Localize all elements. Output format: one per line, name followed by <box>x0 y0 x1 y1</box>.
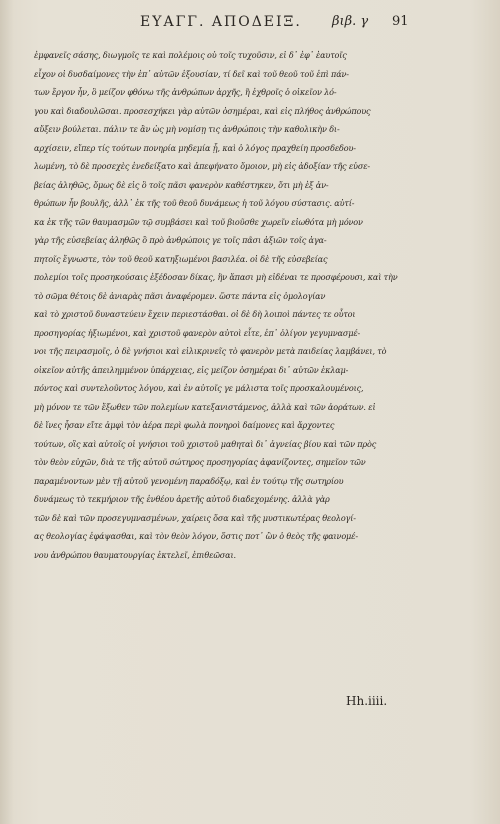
text-line: εἶχον οἱ δυσδαίμονες τὴν ἐπ᾽ αὐτῶν ἐξουσίαν, τί δεῖ καὶ τοῦ θεοῦ τοῦ ἐπὶ πάν- <box>34 68 349 79</box>
running-title: ΕΥΑΓΓ. ΑΠΟΔΕΙΞ. <box>140 14 302 30</box>
text-line: καὶ τὸ χριστοῦ δυναστεύειν ἔχειν περιεστάσθαι. οἱ δὲ δὴ λοιποὶ πάντες τε οὗτοι <box>34 309 356 319</box>
text-line: αὔξειν βούλεται. πάλιν τε ἂν ὡς μὴ νομίσῃ τις ἀνθρώποις τὴν καθολικὴν δι- <box>34 124 340 134</box>
text-line: νου ἀνθρώπου θαυματουργίας ἐκτελεῖ, ἐπιθεῶσαι. <box>34 549 236 560</box>
text-line: παραμένοντων μὲν τῇ αὐτοῦ γενομένη παραδόξῳ, καὶ ἐν τούτῳ τῆς σωτηρίου <box>34 475 344 486</box>
text-line: τὸν θεὸν εὐχῶν, διὰ τε τῆς αὐτοῦ σώτηρος προσηγορίας ἀφανίζοντες, σημεῖον τῶν <box>34 457 366 467</box>
text-line: προσηγορίας ἠξιωμένοι, καὶ χριστοῦ φανερὸν αὐτοὶ εἶτε, ἐπ᾽ ὀλίγον γεγυμνασμέ- <box>34 327 361 338</box>
page-number: 91 <box>392 14 409 29</box>
text-line: νοι τῆς πειρασμοῖς, ὁ δὲ γνήσιοι καὶ εἰλικρινεῖς τὸ φανερὸν μετὰ παιδείας λαμβάνει, τὸ <box>34 346 387 356</box>
text-line: λωμένη, τὸ δὲ προσεχὲς ἐνεδείξατο καὶ ἀπεφήνατο ὅμοιον, μὴ εἰς ἀδοξίαν τῆς εὐσε- <box>34 161 370 171</box>
text-line: πόντος καὶ συντελοῦντος λόγου, καὶ ἐν αὐτοῖς γε μάλιστα τοῖς προσκαλουμένοις, <box>34 383 364 393</box>
text-line: των ἔργον ἦν, ὃ μείζον φθόνω τῆς ἀνθρώπων ἀρχῆς, ἢ ἐχθροῖς ὁ οἰκεῖον λό- <box>34 87 337 97</box>
text-line: δυνάμεως τὸ τεκμήριον τῆς ἐνθέου ἀρετῆς αὐτοῦ διαδεχομένης. ἀλλὰ γὰρ <box>34 494 330 504</box>
text-line: τῶν δὲ καὶ τῶν προσεγυμνασμένων, χαίρεις ὅσα καὶ τῆς μυστικωτέρας θεολογί- <box>34 512 356 523</box>
book-reference: βιβ. γ <box>332 14 369 29</box>
body-text <box>34 46 444 564</box>
text-line: οἰκεῖον αὐτῆς ἀπειλημμένον ὑπάρχειας, εἰς μείζον ὁσημέραι δι᾽ αὐτῶν ἐκλαμ- <box>34 364 349 375</box>
text-line: αρχίσειν, εἴπερ τίς τούτων πονηρία μηδεμία ᾖ, καὶ ὁ λόγος πραχθείη προσδεδου- <box>34 142 356 153</box>
text-line: θρώπων ἦν βουλῆς, ἀλλ᾽ ἐκ τῆς τοῦ θεοῦ δυνάμεως ἡ τοῦ λόγου σύστασις. αὐτί- <box>34 198 355 208</box>
text-line: μὴ μόνον τε τῶν ἔξωθεν τῶν πολεμίων κατεξανιστάμενος, ἀλλὰ καὶ τῶν ἀοράτων. εἰ <box>34 401 376 412</box>
text-line: τὸ σῶμα θέτοις δὲ ἀνιαρὰς πᾶσι ἀναφέρομεν. ὥστε πάντα εἰς ὁμολογίαν <box>34 290 326 301</box>
text-line: γου καὶ διαδουλῶσαι. προσεσχήκει γὰρ αὐτῶν ὁσημέραι, καὶ εἰς πλήθος ἀνθρώπους <box>34 105 371 116</box>
signature-mark: Hh.iiii. <box>346 694 388 708</box>
text-line: πητοῖς ἔγνωστε, τὸν τοῦ θεοῦ κατηξιωμένοι βασιλέα. οἱ δὲ τῆς εὐσεβείας <box>34 253 328 264</box>
text-line: ἐμφανεῖς σάσης, διωγμοῖς τε καὶ πολέμοις οὐ τοῖς τυχοῦσιν, εἰ δ᾽ ἐφ᾽ ἑαυτοῖς <box>34 50 347 60</box>
text-line: ας θεολογίας ἐφάψασθαι, καὶ τὸν θεὸν λόγον, ὅστις ποτ᾽ ὢν ὁ θεὸς τῆς φαινομέ- <box>34 531 358 541</box>
page-header <box>0 14 500 34</box>
text-line: τούτων, οἳς καὶ αὐτοῖς οἱ γνήσιοι τοῦ χριστοῦ μαθηταὶ δι᾽ ἀγνείας βίου καὶ τῶν πρὸς <box>34 438 377 449</box>
text-line: δὲ ἴνες ἦσαν εἴτε ἀμφὶ τὸν ἀέρα περὶ φωλὰ πονηροὶ δαίμονες καὶ ἄρχοντες <box>34 420 335 430</box>
text-line: κα ἐκ τῆς τῶν θαυμασμῶν τῷ συμβάσει καὶ τοῦ βιοῦσθε χωρεῖν εἰωθότα μὴ μόνον <box>34 216 363 227</box>
text-line: πολεμίοι τοῖς προσηκούσαις ἐξέδοσαν δίκας, ἣν ἅπασι μὴ εἰδέναι τε προσφέρουσι, καὶ τὴν <box>34 272 398 282</box>
text-line: βείας ἀληθῶς, ὅμως δὲ εἰς ὃ τοῖς πᾶσι φανερὸν καθέστηκεν, ὅτι μὴ ἐξ ἀν- <box>34 179 329 190</box>
text-line: γὰρ τῆς εὐσεβείας ἀληθῶς ὃ πρὸ ἀνθρώποις γε τοῖς πᾶσι ἀξιῶν τοῖς ἀγα- <box>34 235 327 245</box>
